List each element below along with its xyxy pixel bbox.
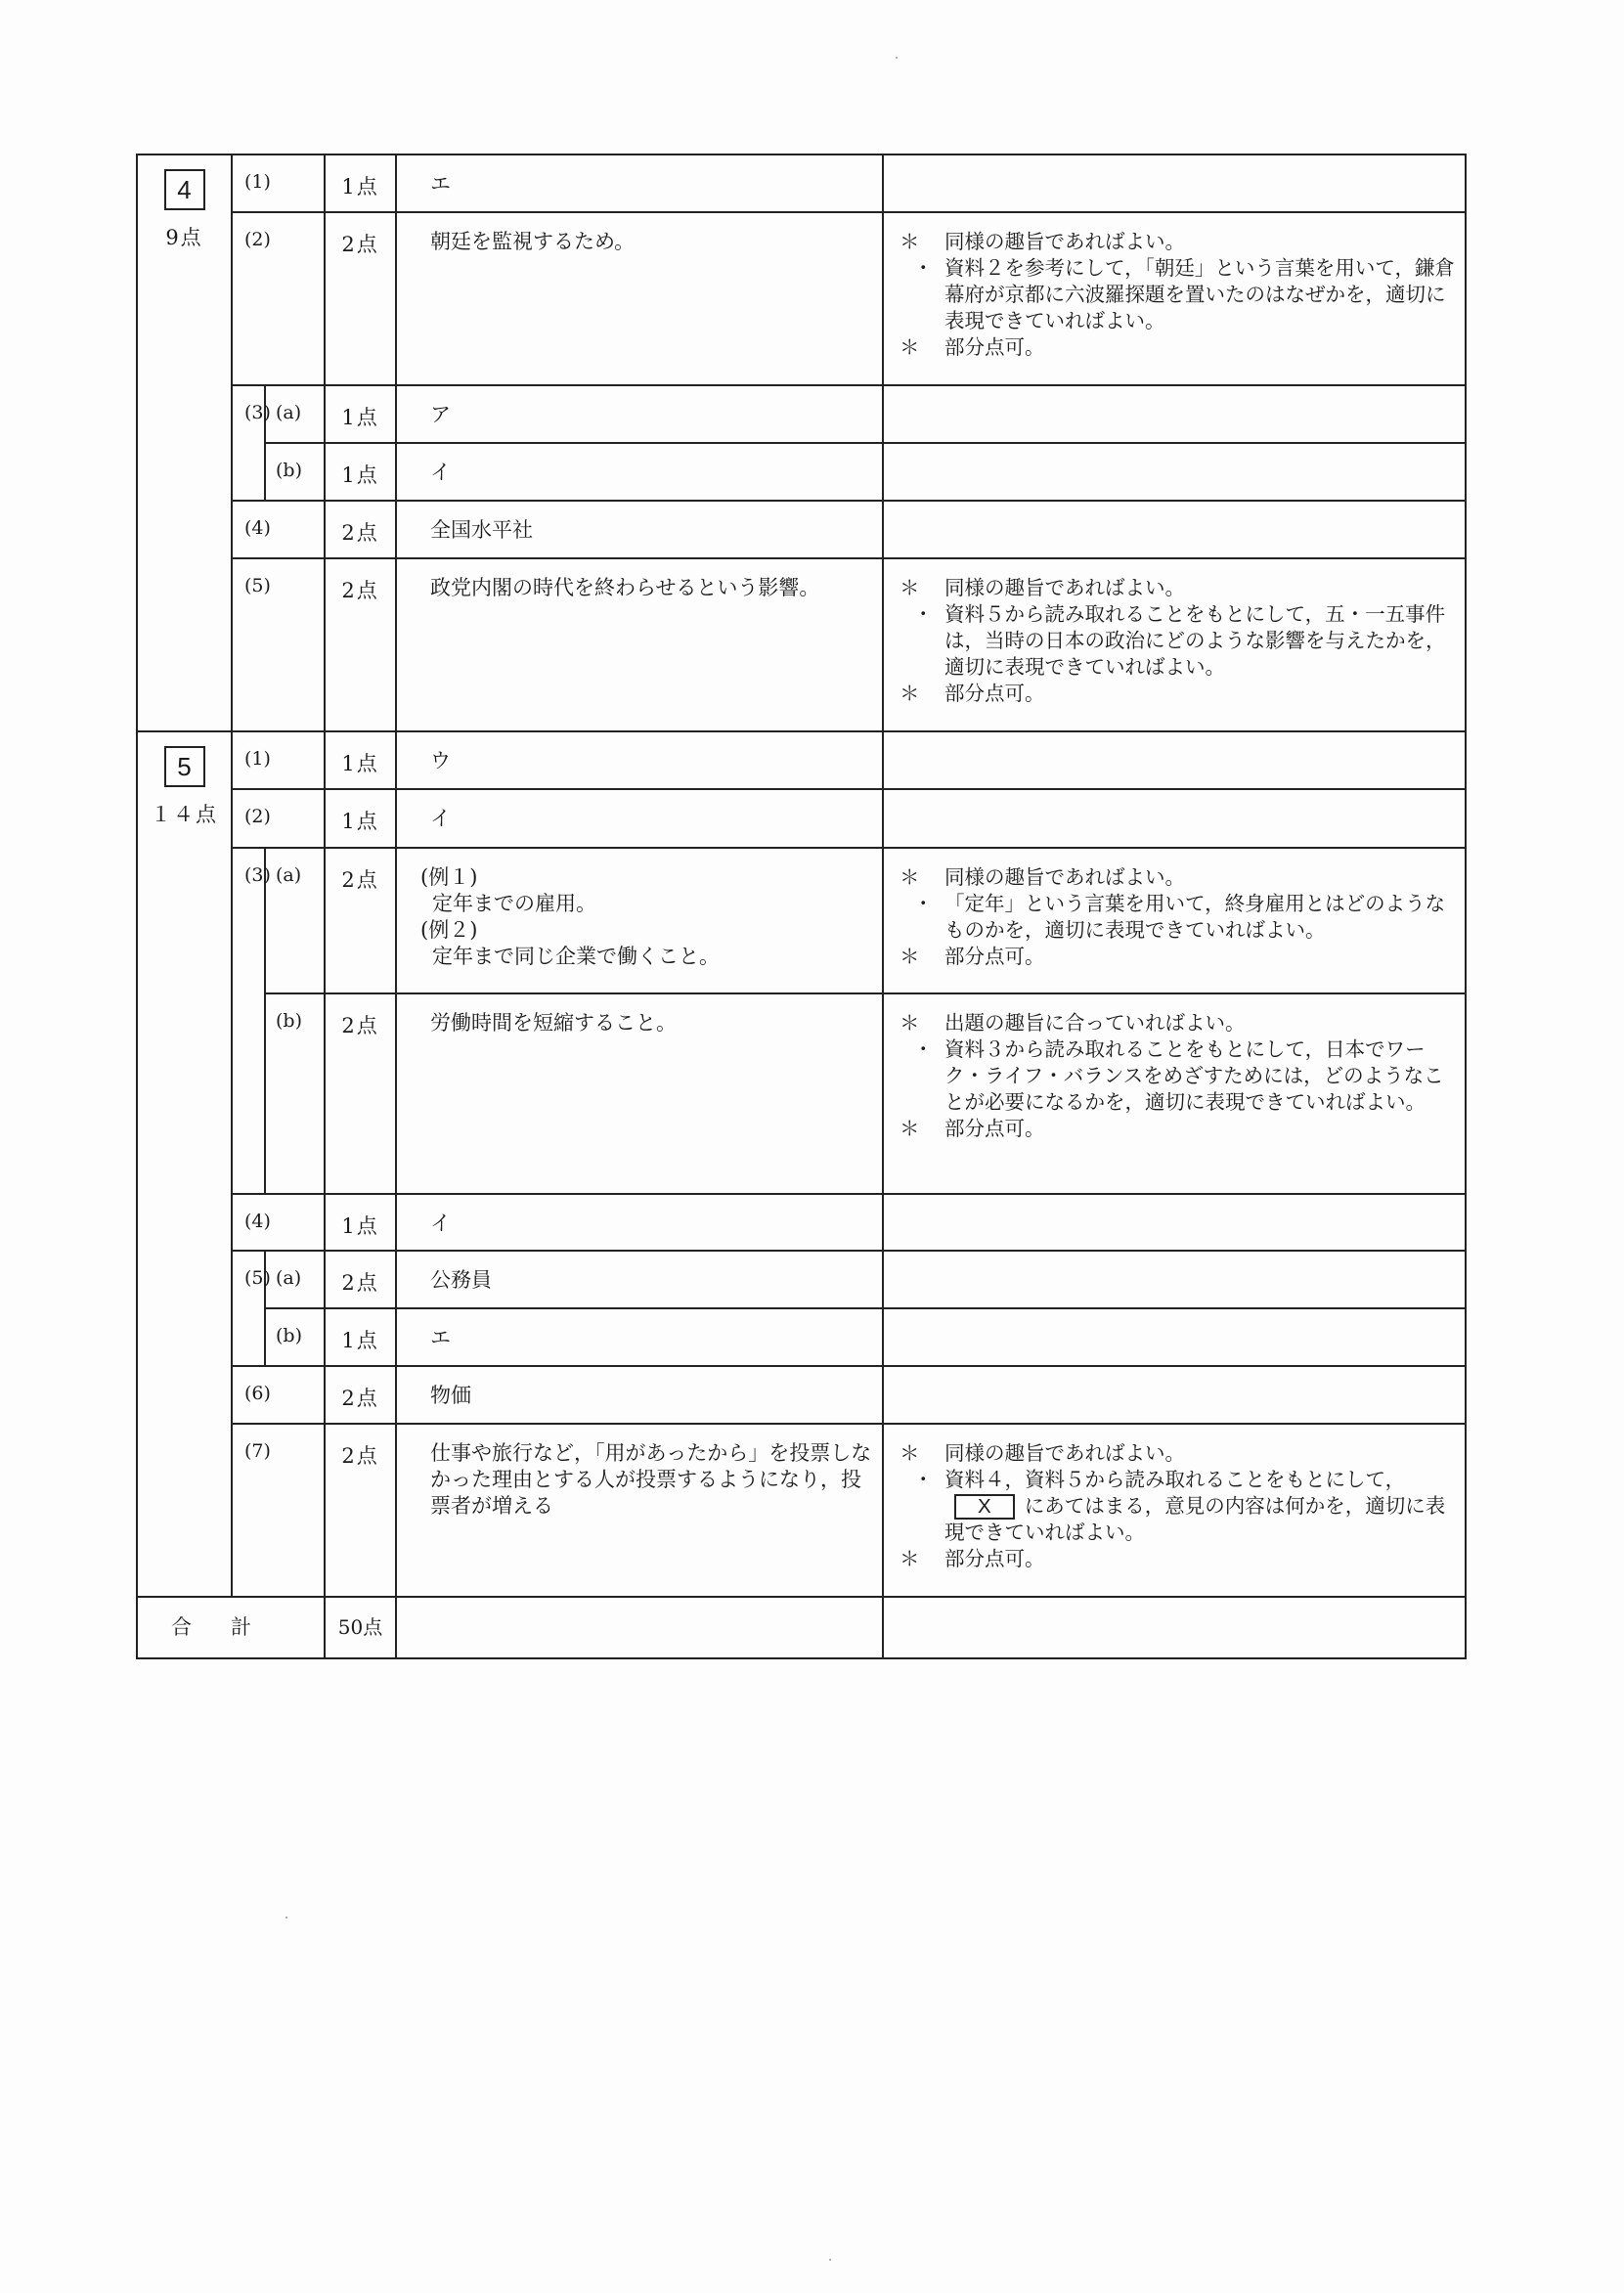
table-row	[137, 1308, 1466, 1366]
answer-text: イ	[430, 461, 452, 484]
table-row	[137, 1366, 1466, 1424]
scan-speck	[285, 1917, 287, 1918]
note-line	[900, 891, 1455, 944]
question-number: (5)	[232, 558, 325, 731]
subquestion-label: (a)	[265, 848, 325, 993]
note-text: 部分点可。	[944, 682, 1045, 705]
answer-text: 物価	[430, 1384, 472, 1407]
answer-text: 定年までの雇用。	[432, 892, 597, 915]
bullet-mark: ・	[913, 1468, 934, 1491]
notes-cell	[883, 1251, 1466, 1308]
answer-cell	[396, 1308, 883, 1366]
asterisk-mark: ＊	[900, 1547, 920, 1570]
answer-text: 全国水平社	[430, 518, 534, 542]
question-number: (6)	[232, 1366, 325, 1424]
note-text: 部分点可。	[944, 1547, 1045, 1570]
table-row	[137, 385, 1466, 443]
answer-text: 仕事や旅行など，「用があったから」を投票しなかった理由とする人が投票するようになり，投票者が増える	[430, 1441, 872, 1518]
total-row	[137, 1597, 1466, 1658]
table-row	[137, 501, 1466, 558]
note-text: 部分点可。	[944, 945, 1045, 968]
question-number: (2)	[232, 212, 325, 385]
answer-cell	[396, 558, 883, 731]
notes-cell	[883, 212, 1466, 385]
notes-cell	[883, 443, 1466, 501]
bullet-mark: ・	[913, 1037, 934, 1061]
answer-cell	[396, 848, 883, 993]
note-line	[900, 1116, 1455, 1142]
notes-cell	[883, 1366, 1466, 1424]
answer-cell	[396, 1366, 883, 1424]
notes-cell	[883, 385, 1466, 443]
question-points: 2点	[325, 1424, 396, 1597]
question-points: 1点	[325, 385, 396, 443]
asterisk-mark: ＊	[900, 865, 920, 889]
section-points: １４点	[151, 803, 218, 826]
question-number: (3)	[232, 848, 265, 1194]
blank-x-box: X	[954, 1494, 1015, 1520]
question-points: 1点	[325, 443, 396, 501]
note-text: 資料３から読み取れることをもとにして，日本でワーク・ライフ・バランスをめざすためには，どのようなことが必要になるかを，適切に表現できていればよい。	[944, 1037, 1444, 1114]
answer-cell	[396, 154, 883, 212]
note-text: 出題の趣旨に合っていればよい。	[944, 1011, 1246, 1035]
answer-text: 労働時間を短縮すること。	[430, 1011, 678, 1035]
question-points: 2点	[325, 1366, 396, 1424]
note-line	[900, 1010, 1455, 1036]
note-line	[900, 1440, 1455, 1467]
answer-key-table	[136, 154, 1467, 1659]
question-number: (5)	[232, 1251, 265, 1366]
question-number: (7)	[232, 1424, 325, 1597]
table-row	[137, 1424, 1466, 1597]
notes-cell	[883, 848, 1466, 993]
answer-cell	[396, 443, 883, 501]
answer-cell	[396, 385, 883, 443]
total-answer-cell	[396, 1597, 883, 1658]
question-number: (4)	[232, 501, 325, 558]
scan-speck	[896, 57, 898, 59]
subquestion-label: (b)	[265, 993, 325, 1194]
note-line	[900, 334, 1455, 361]
note-text: 同様の趣旨であればよい。	[944, 1441, 1186, 1465]
table-row	[137, 558, 1466, 731]
question-number: (4)	[232, 1194, 325, 1251]
total-notes-cell	[883, 1597, 1466, 1658]
question-points: 1点	[325, 1194, 396, 1251]
section-4-header	[137, 154, 232, 731]
note-line	[900, 1036, 1455, 1116]
question-points: 1点	[325, 789, 396, 848]
table-row	[137, 848, 1466, 993]
note-line	[900, 575, 1455, 601]
note-text: 「定年」という言葉を用いて，終身雇用とはどのようなものかを，適切に表現できていればよい。	[944, 892, 1446, 942]
question-number: (1)	[232, 154, 325, 212]
asterisk-mark: ＊	[900, 682, 920, 705]
table-row	[137, 789, 1466, 848]
table-row	[137, 154, 1466, 212]
notes-cell	[883, 558, 1466, 731]
note-text-before: 資料４，資料５から読み取れることをもとにして，	[944, 1468, 1406, 1491]
example-label: (例２)	[420, 918, 478, 942]
answer-text: 政党内閣の時代を終わらせるという影響。	[430, 576, 820, 599]
question-points: 2点	[325, 1251, 396, 1308]
section-number-box: 5	[164, 746, 205, 787]
note-text: 部分点可。	[944, 1117, 1045, 1140]
section-5-header	[137, 731, 232, 1597]
note-line	[900, 601, 1455, 681]
table-row	[137, 443, 1466, 501]
note-text: 資料５から読み取れることをもとにして，五・一五事件は，当時の日本の政治にどのような影響を与えたかを，適切に表現できていればよい。	[944, 602, 1446, 679]
answer-text: ア	[430, 403, 452, 426]
note-text-after: にあてはまる，意見の内容は何かを，適切に表現できていればよい。	[944, 1494, 1446, 1544]
note-text: 資料２を参考にして，「朝廷」という言葉を用いて，鎌倉幕府が京都に六波羅探題を置いたのはなぜかを，適切に表現できていればよい。	[944, 256, 1455, 332]
asterisk-mark: ＊	[900, 576, 920, 599]
answer-cell	[396, 212, 883, 385]
notes-cell	[883, 1424, 1466, 1597]
asterisk-mark: ＊	[900, 230, 920, 253]
note-line	[900, 681, 1455, 707]
answer-cell	[396, 1251, 883, 1308]
notes-cell	[883, 501, 1466, 558]
table-row	[137, 1251, 1466, 1308]
asterisk-mark: ＊	[900, 1117, 920, 1140]
asterisk-mark: ＊	[900, 945, 920, 968]
answer-cell	[396, 1194, 883, 1251]
total-label: 合計	[137, 1597, 325, 1658]
question-points: 1点	[325, 731, 396, 789]
answer-cell	[396, 731, 883, 789]
example-label: (例１)	[420, 865, 478, 889]
bullet-mark: ・	[913, 892, 934, 915]
bullet-mark: ・	[913, 602, 934, 626]
section-points: 9点	[165, 226, 203, 249]
note-text: 同様の趣旨であればよい。	[944, 865, 1186, 889]
subquestion-label: (a)	[265, 385, 325, 443]
note-line	[900, 944, 1455, 970]
asterisk-mark: ＊	[900, 1011, 920, 1035]
total-points: 50点	[325, 1597, 396, 1658]
question-points: 1点	[325, 154, 396, 212]
bullet-mark: ・	[913, 256, 934, 280]
answer-text: ウ	[430, 749, 452, 772]
answer-text: 公務員	[430, 1268, 493, 1292]
question-points: 2点	[325, 848, 396, 993]
notes-cell	[883, 789, 1466, 848]
note-line	[900, 1546, 1455, 1572]
question-points: 2点	[325, 993, 396, 1194]
note-line	[900, 229, 1455, 255]
answer-cell	[396, 501, 883, 558]
scan-speck	[829, 2259, 831, 2261]
answer-cell	[396, 1424, 883, 1597]
answer-text: エ	[430, 1326, 452, 1349]
notes-cell	[883, 1194, 1466, 1251]
note-line	[900, 864, 1455, 891]
section-number-box: 4	[164, 169, 205, 210]
note-line	[900, 255, 1455, 334]
notes-cell	[883, 731, 1466, 789]
notes-cell	[883, 154, 1466, 212]
question-number: (1)	[232, 731, 325, 789]
question-number: (2)	[232, 789, 325, 848]
question-points: 2点	[325, 558, 396, 731]
table-row	[137, 993, 1466, 1194]
question-points: 1点	[325, 1308, 396, 1366]
table-row	[137, 212, 1466, 385]
note-text: 同様の趣旨であればよい。	[944, 230, 1186, 253]
answer-cell	[396, 993, 883, 1194]
note-line	[900, 1467, 1455, 1546]
answer-text: 朝廷を監視するため。	[430, 230, 636, 253]
answer-text: イ	[430, 1212, 452, 1235]
question-number: (3)	[232, 385, 265, 501]
subquestion-label: (b)	[265, 443, 325, 501]
subquestion-label: (b)	[265, 1308, 325, 1366]
question-points: 2点	[325, 501, 396, 558]
notes-cell	[883, 993, 1466, 1194]
note-text: 部分点可。	[944, 335, 1045, 359]
answer-cell	[396, 789, 883, 848]
answer-text: イ	[430, 807, 452, 830]
note-text	[944, 1467, 1455, 1546]
answer-text: 定年まで同じ企業で働くこと。	[432, 945, 721, 968]
answer-text: エ	[430, 172, 452, 196]
asterisk-mark: ＊	[900, 1441, 920, 1465]
table-row	[137, 731, 1466, 789]
question-points: 2点	[325, 212, 396, 385]
notes-cell	[883, 1308, 1466, 1366]
asterisk-mark: ＊	[900, 335, 920, 359]
note-text: 同様の趣旨であればよい。	[944, 576, 1186, 599]
table-row	[137, 1194, 1466, 1251]
subquestion-label: (a)	[265, 1251, 325, 1308]
